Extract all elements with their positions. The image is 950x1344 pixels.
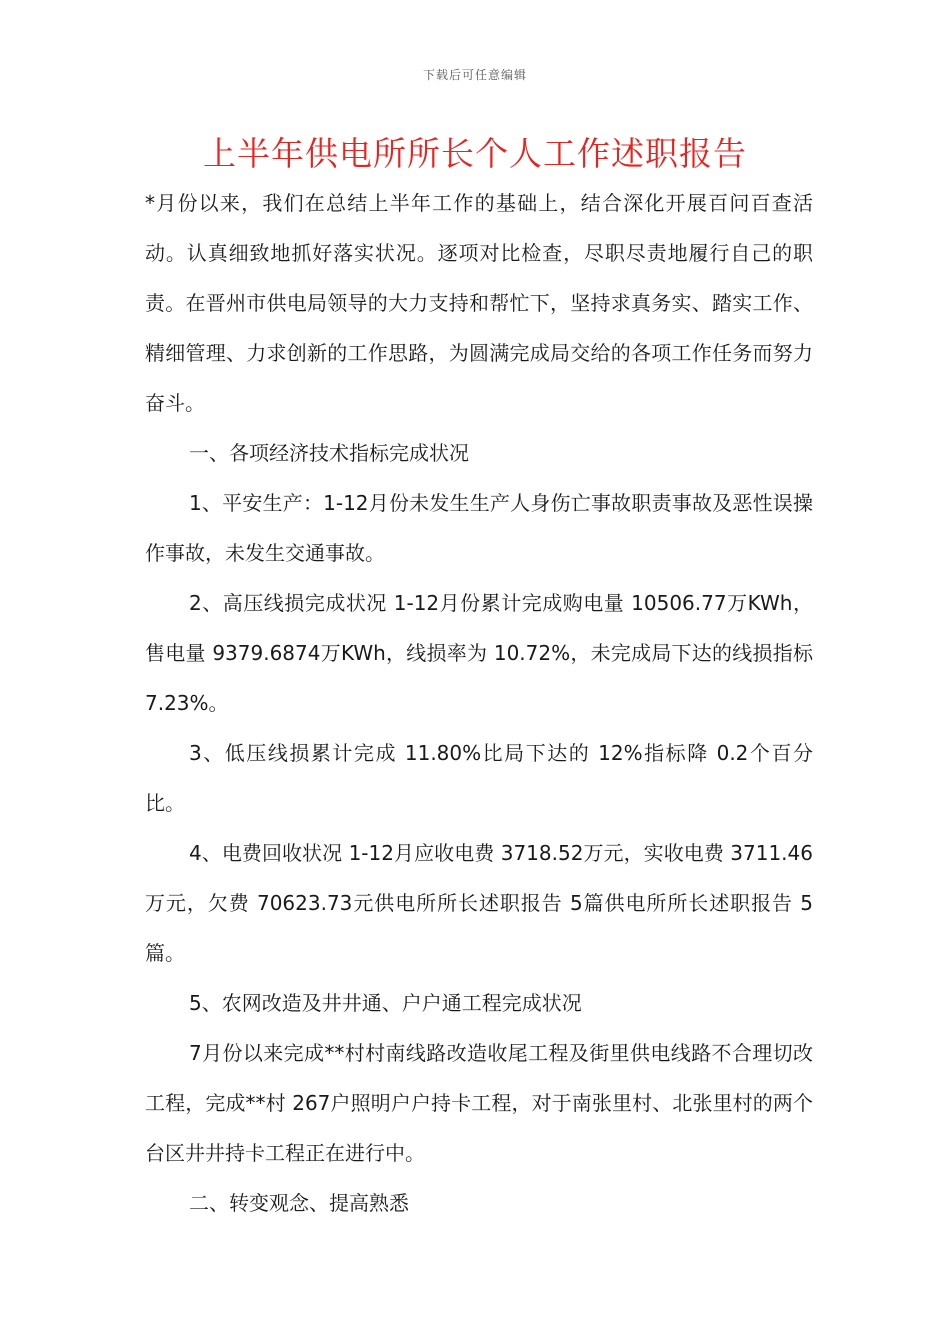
paragraph-intro: *月份以来，我们在总结上半年工作的基础上，结合深化开展百问百查活动。认真细致地抓好落实状况。逐项对比检查，尽职尽责地履行自己的职责。在晋州市供电局领导的大力支持和帮忙下，坚持求真务实、踏实工作、精细管理、力求创新的工作思路，为圆满完成局交给的各项工作任务而努力奋斗。 bbox=[145, 191, 813, 415]
section-heading-1: 一、各项经济技术指标完成状况 bbox=[189, 441, 469, 465]
paragraph-item-2: 2、高压线损完成状况 1-12月份累计完成购电量 10506.77万KWh，售电量 9379.6874万KWh，线损率为 10.72%，未完成局下达的线损指标 7.23%。 bbox=[145, 591, 813, 715]
paragraph-item-5-detail: 7月份以来完成**村村南线路改造收尾工程及街里供电线路不合理切改工程，完成**村 267户照明户户持卡工程，对于南张里村、北张里村的两个台区井井持卡工程正在进行中。 bbox=[145, 1041, 813, 1165]
paragraph-item-3: 3、低压线损累计完成 11.80%比局下达的 12%指标降 0.2个百分比。 bbox=[145, 741, 813, 815]
section-heading-2: 二、转变观念、提高熟悉 bbox=[189, 1191, 409, 1215]
header-note: 下载后可任意编辑 bbox=[422, 68, 527, 82]
paragraph-item-4: 4、电费回收状况 1-12月应收电费 3718.52万元，实收电费 3711.46万元，欠费 70623.73元供电所所长述职报告 5篇供电所所长述职报告 5篇。 bbox=[145, 841, 813, 965]
paragraph-item-1: 1、平安生产：1-12月份未发生生产人身伤亡事故职责事故及恶性误操作事故，未发生交通事故。 bbox=[145, 491, 813, 565]
paragraph-item-5: 5、农网改造及井井通、户户通工程完成状况 bbox=[189, 991, 582, 1015]
document-body bbox=[145, 178, 813, 1228]
document-title: 上半年供电所所长个人工作述职报告 bbox=[203, 134, 747, 173]
